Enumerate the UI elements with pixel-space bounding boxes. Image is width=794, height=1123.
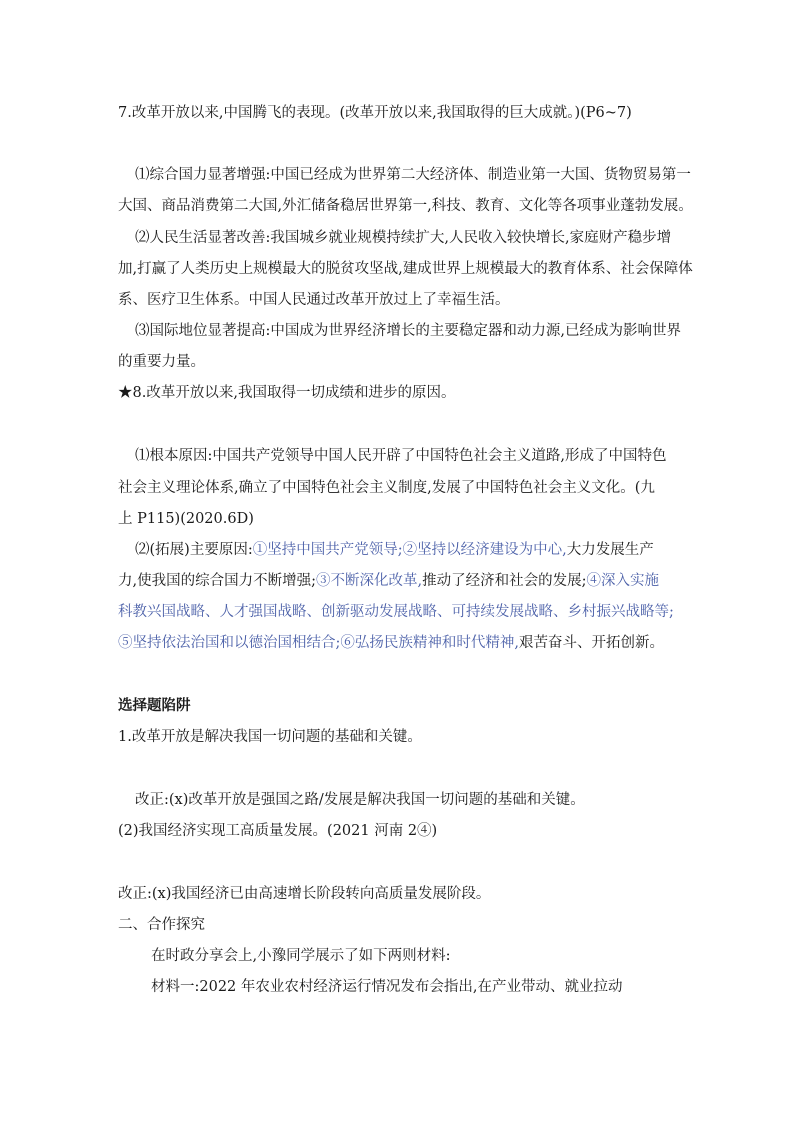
q8-point2-line4 <box>118 633 664 653</box>
q7-point2-line3: 系、医疗卫生体系。中国人民通过改革开放过上了幸福生活。 <box>118 292 510 308</box>
q8-point2-text-d: 艰苦奋斗、开拓创新。 <box>519 635 664 651</box>
q8-point1-line2: 社会主义理论体系,确立了中国特色社会主义制度,发展了中国特色社会主义文化。(九 <box>118 480 655 496</box>
section2-intro: 在时政分享会上,小豫同学展示了如下两则材料: <box>151 948 451 964</box>
trap-item-1: 1.改革开放是解决我国一切问题的基础和关键。 <box>118 729 422 745</box>
q8-point2-highlight-d: ⑤坚持依法治国和以德治国相结合;⑥弘扬民族精神和时代精神, <box>118 635 519 651</box>
q8-title: ★8.改革开放以来,我国取得一切成绩和进步的原因。 <box>118 385 456 401</box>
q7-point1-line1: ⑴综合国力显著增强:中国已经成为世界第二大经济体、制造业第一大国、货物贸易第一 <box>135 167 691 183</box>
q7-point3-line1: ⑶国际地位显著提高:中国成为世界经济增长的主要稳定器和动力源,已经成为影响世界 <box>135 323 681 339</box>
q8-point2-text-b: 力,使我国的综合国力不断增强; <box>118 573 316 589</box>
q8-point2-text-c: 推动了经济和社会的发展; <box>422 573 587 589</box>
traps-heading: 选择题陷阱 <box>118 697 191 714</box>
trap-fix-1: 改正:(x)改革开放是强国之路/发展是解决我国一切问题的基础和关键。 <box>135 792 585 808</box>
trap-item-2: (2)我国经济实现工高质量发展。(2021 河南 2④) <box>118 823 438 839</box>
q7-point2-line1: ⑵人民生活显著改善:我国城乡就业规模持续扩大,人民收入较快增长,家庭财产稳步增 <box>135 230 672 246</box>
q7-point3-line2: 的重要力量。 <box>118 354 205 370</box>
trap-fix-2: 改正:(x)我国经济已由高速增长阶段转向高质量发展阶段。 <box>118 886 491 902</box>
q8-point2-text-a: 大力发展生产 <box>566 542 654 558</box>
q7-point2-line2: 加,打赢了人类历史上规模最大的脱贫攻坚战,建成世界上规模最大的教育体系、社会保障体 <box>118 261 693 277</box>
q8-point2-line3: 科教兴国战略、人才强国战略、创新驱动发展战略、可持续发展战略、乡村振兴战略等; <box>118 604 674 620</box>
q8-point2-highlight-b: ③不断深化改革, <box>316 573 423 589</box>
q8-point2-line2 <box>118 571 659 591</box>
section2-heading: 二、合作探究 <box>118 917 205 933</box>
q8-point1-line1: ⑴根本原因:中国共产党领导中国人民开辟了中国特色社会主义道路,形成了中国特色 <box>135 448 667 464</box>
q8-point2-highlight-a: ①坚持中国共产党领导;②坚持以经济建设为中心, <box>252 542 567 558</box>
q8-point2-highlight-c: ④深入实施 <box>586 573 659 589</box>
q7-title: 7.改革开放以来,中国腾飞的表现。(改革开放以来,我国取得的巨大成就。)(P6~7) <box>118 105 632 121</box>
q8-point1-line3: 上 P115)(2020.6D) <box>118 511 254 527</box>
section2-material1: 材料一:2022 年农业农村经济运行情况发布会指出,在产业带动、就业拉动 <box>151 979 623 995</box>
q8-point2-label: ⑵(拓展)主要原因: <box>135 542 253 558</box>
q8-point2-line1 <box>135 540 654 560</box>
q7-point1-line2: 大国、商品消费第二大国,外汇储备稳居世界第一,科技、教育、文化等各项事业蓬勃发展。 <box>118 198 693 214</box>
